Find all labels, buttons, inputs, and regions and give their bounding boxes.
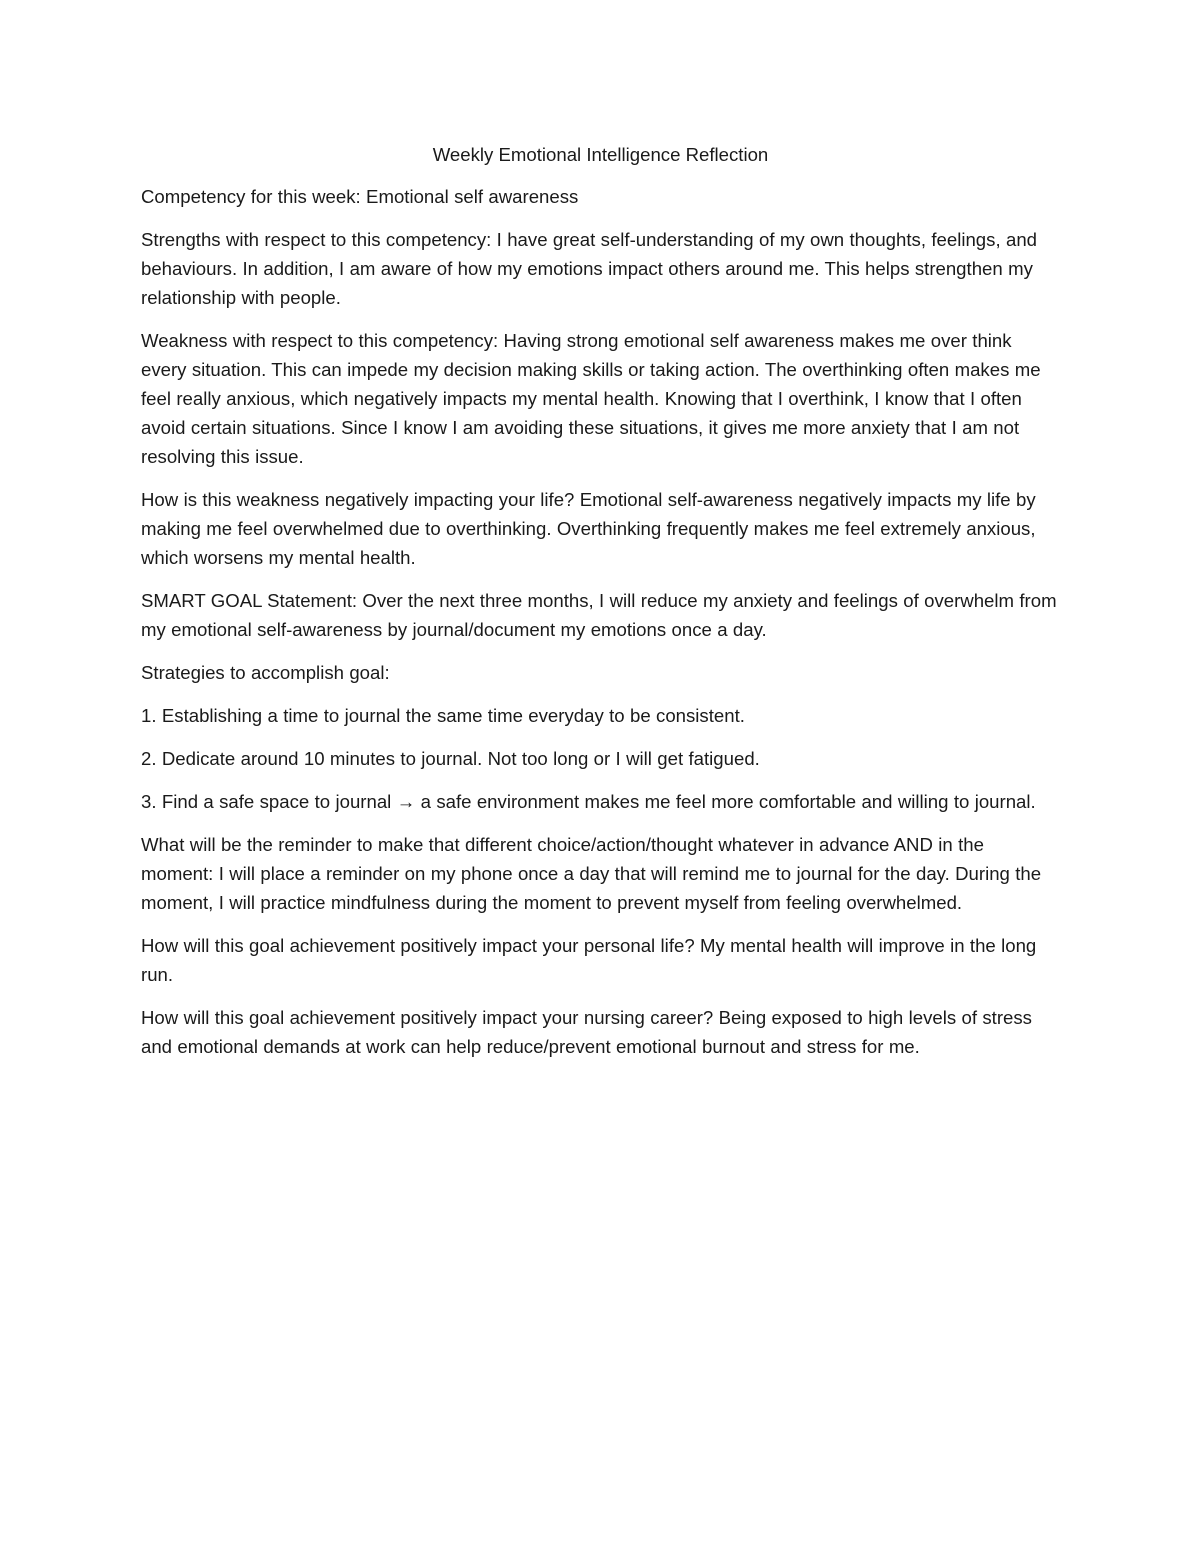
smart-goal-paragraph: SMART GOAL Statement: Over the next three months, I will reduce my anxiety and feelings of overwhelm from my emotional self-awareness by journal/document my emotions once a day. [141,590,1057,640]
strategies-heading: Strategies to accomplish goal: [141,662,390,683]
strategy-item: 2. Dedicate around 10 minutes to journal. Not too long or I will get fatigued. [141,748,760,769]
strategy-item: 1. Establishing a time to journal the same time everyday to be consistent. [141,705,745,726]
competency-paragraph: Competency for this week: Emotional self awareness [141,186,579,207]
strategy-item: 3. Find a safe space to journal → a safe environment makes me feel more comfortable and willing to journal. [141,791,1036,812]
document-title: Weekly Emotional Intelligence Reflection [432,144,769,165]
personal-impact-paragraph: How will this goal achievement positively impact your personal life? My mental health will improve in the long run. [141,935,1037,985]
strengths-paragraph: Strengths with respect to this competency: I have great self-understanding of my own thoughts, feelings, and behaviours. In addition, I am aware of how my emotions impact others around me. This helps strengthen my relationship with people. [141,229,1037,308]
weakness-impact-paragraph: How is this weakness negatively impacting your life? Emotional self-awareness negatively impacts my life by making me feel overwhelmed due to overthinking. Overthinking frequently makes me feel extremely anxious, which worsens my mental health. [141,489,1036,568]
weakness-paragraph: Weakness with respect to this competency: Having strong emotional self awareness makes me over think every situation. This can impede my decision making skills or taking action. The overthinking often makes me feel really anxious, which negatively impacts my mental health. Knowing that I overthink, I know that I often avoid certain situations. Since I know I am avoiding these situations, it gives me more anxiety that I am not resolving this issue. [141,330,1041,467]
career-impact-paragraph: How will this goal achievement positively impact your nursing career? Being exposed to high levels of stress and emotional demands at work can help reduce/prevent emotional burnout and stress for me. [141,1007,1032,1057]
reminder-paragraph: What will be the reminder to make that different choice/action/thought whatever in advance AND in the moment: I will place a reminder on my phone once a day that will remind me to journal for the day. During the moment, I will practice mindfulness during the moment to prevent myself from feeling overwhelmed. [141,834,1042,913]
